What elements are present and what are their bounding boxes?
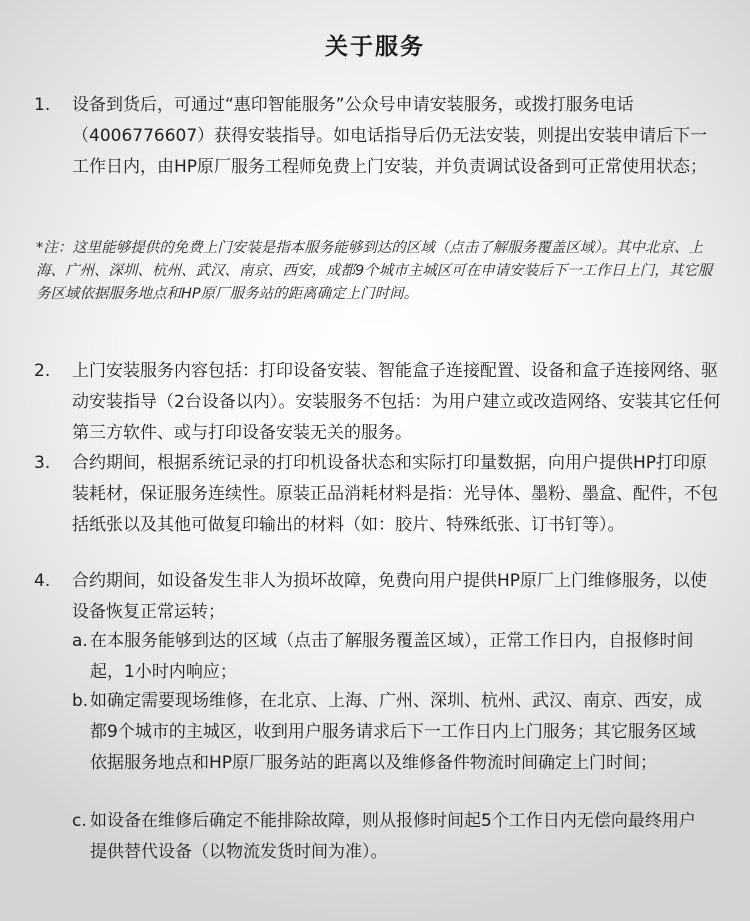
sub-item-text: 如设备在维修后确定不能排除故障，则从报修时间起5个工作日内无偿向最终用户提供替代设备（以物流发货时间为准）。 xyxy=(90,811,696,862)
service-item-4 xyxy=(34,566,724,628)
item-number: 4. xyxy=(34,571,51,591)
item-text: 合约期间，如设备发生非人为损坏故障，免费向用户提供HP原厂上门维修服务，以使设备恢复正常运转； xyxy=(72,571,708,622)
sub-item-letter: b. xyxy=(72,691,89,711)
item-text: 合约期间，根据系统记录的打印机设备状态和实际打印量数据，向用户提供HP打印原装耗材，保证服务连续性。原装正品消耗材料是指：光导体、墨粉、墨盒、配件，不包括纸张以及其他可做复印输出的材料（如：胶片、特殊纸张、订书钉等）。 xyxy=(72,453,718,535)
item-text: 设备到货后，可通过“惠印智能服务”公众号申请安装服务，或拨打服务电话（4006776607）获得安装指导。如电话指导后仍无法安装，则提出安装申请后下一工作日内，由HP原厂服务工程师免费上门安装，并负责调试设备到可正常使用状态； xyxy=(72,95,708,177)
item-number: 2. xyxy=(34,361,51,381)
installation-note: *注：这里能够提供的免费上门安装是指本服务能够到达的区域（点击了解服务覆盖区域）。其中北京、上海、广州、深圳、杭州、武汉、南京、西安，成都9个城市主城区可在申请安装后下一工作日上门，其它服务区域依据服务地点和HP原厂服务站的距离确定上门时间。 xyxy=(36,240,713,302)
sub-item-text: 如确定需要现场维修，在北京、上海、广州、深圳、杭州、武汉、南京、西安，成都9个城市的主城区，收到用户服务请求后下一工作日内上门服务；其它服务区域依据服务地点和HP原厂服务站的距离以及维修备件物流时间确定上门时间； xyxy=(90,691,702,773)
sub-item-letter: c. xyxy=(72,811,87,831)
item-number: 3. xyxy=(34,453,51,473)
sub-item-text: 在本服务能够到达的区域（点击了解服务覆盖区域），正常工作日内，自报修时间起，1小时内响应； xyxy=(90,631,694,682)
page-title: 关于服务 xyxy=(325,34,425,60)
service-item-1 xyxy=(34,90,724,183)
sub-item-letter: a. xyxy=(72,631,88,651)
item-text: 上门安装服务内容包括：打印设备安装、智能盒子连接配置、设备和盒子连接网络、驱动安装指导（2台设备以内）。安装服务不包括：为用户建立或改造网络、安装其它任何第三方软件、或与打印设备安装无关的服务。 xyxy=(72,361,721,443)
service-sub-item-a xyxy=(72,626,712,688)
service-sub-item-c xyxy=(72,806,712,868)
service-item-3 xyxy=(34,448,724,541)
item-number: 1. xyxy=(34,95,51,115)
service-sub-item-b xyxy=(72,686,712,779)
service-item-2 xyxy=(34,356,724,449)
